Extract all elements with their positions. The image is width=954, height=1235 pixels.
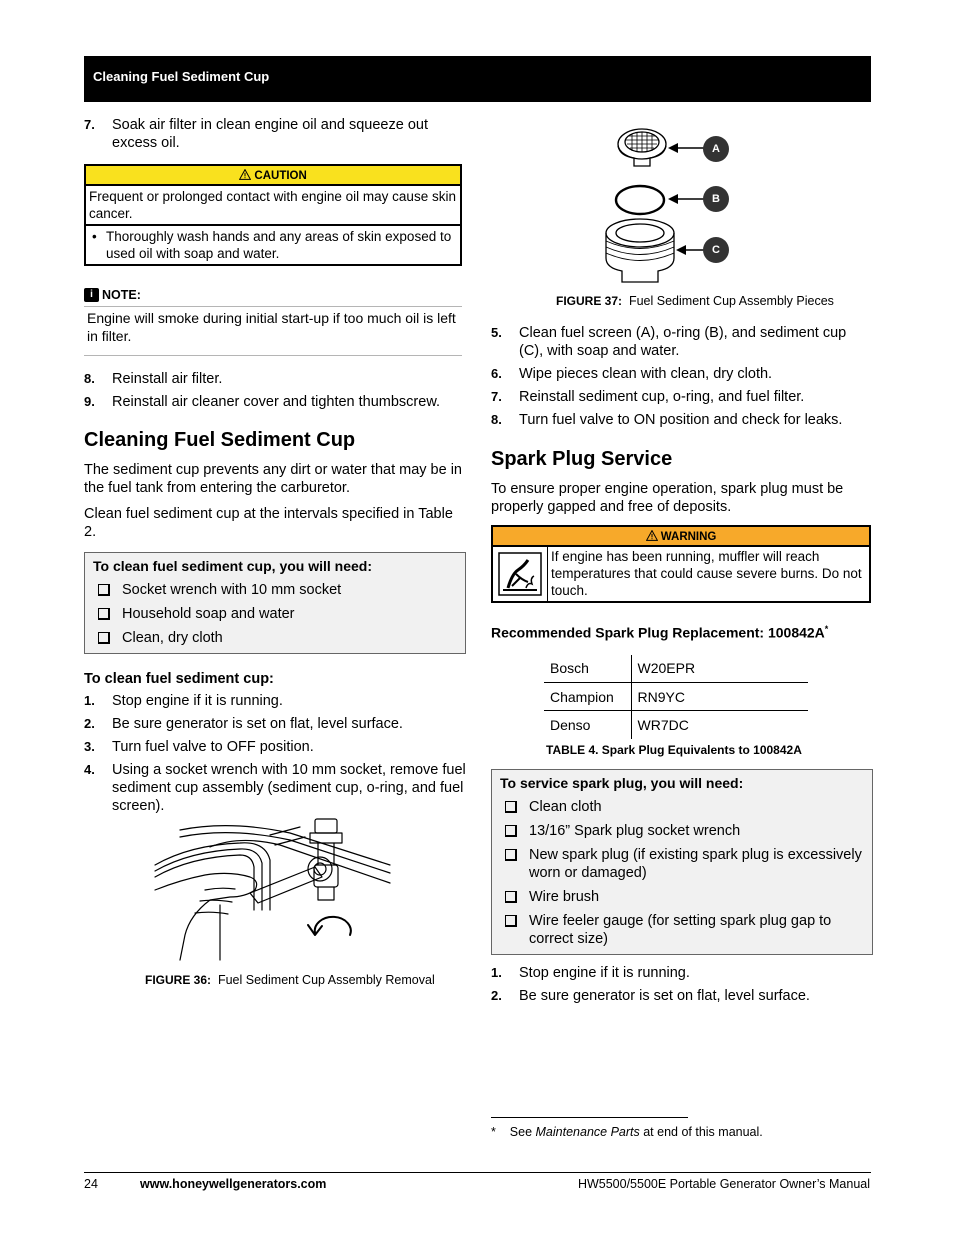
- recommended-plug: [491, 620, 873, 642]
- step-number: 2.: [84, 716, 95, 731]
- warning-body: [493, 547, 869, 601]
- footnote-mark: *: [491, 1125, 496, 1139]
- warning-box: [491, 525, 871, 603]
- step-text: Be sure generator is set on flat, level surface.: [112, 716, 403, 732]
- step-number: 7.: [84, 117, 95, 132]
- step-2: [84, 715, 466, 733]
- step-number: 5.: [491, 325, 502, 340]
- sediment-para-2: Clean fuel sediment cup at the intervals specified in Table 2.: [84, 506, 453, 540]
- callout-c: [703, 237, 729, 263]
- info-book-icon: i: [84, 288, 99, 302]
- checklist-item: 13/16” Spark plug socket wrench: [500, 822, 864, 840]
- caution-header: [86, 166, 460, 186]
- sediment-para-1: The sediment cup prevents any dirt or water that may be in the fuel tank from entering the carburetor.: [84, 462, 462, 496]
- table-row: [544, 711, 808, 739]
- checklist-item: Wire feeler gauge (for setting spark plug gap to correct size): [500, 912, 864, 948]
- needs-box-title: To clean fuel sediment cup, you will need:: [93, 558, 373, 574]
- footnote-italic: Maintenance Parts: [535, 1125, 640, 1139]
- checklist-item: New spark plug (if existing spark plug is excessively worn or damaged): [500, 846, 864, 882]
- needs-box-title: To service spark plug, you will need:: [500, 774, 744, 791]
- recommended-label: Recommended Spark Plug Replacement: 100842A: [491, 624, 825, 641]
- procedure-title: To clean fuel sediment cup:: [84, 671, 274, 687]
- callout-label: C: [712, 244, 720, 256]
- step-number: 1.: [491, 964, 502, 980]
- step-text: Stop engine if it is running.: [112, 693, 283, 709]
- figure-label: FIGURE 36:: [145, 973, 212, 987]
- figure-37-caption: [556, 292, 873, 310]
- step-text: Be sure generator is set on flat, level surface.: [519, 987, 810, 1004]
- spark-plug-para: To ensure proper engine operation, spark plug must be properly gapped and free of deposits.: [491, 481, 844, 515]
- hot-surface-icon-cell: [493, 547, 548, 601]
- step-6: [491, 365, 873, 383]
- needs-box-spark-plug: [491, 769, 873, 955]
- step-5: [491, 324, 873, 360]
- step-text: Reinstall air filter.: [112, 371, 223, 387]
- figure-caption-text: Fuel Sediment Cup Assembly Removal: [217, 973, 435, 987]
- note-box: [84, 286, 462, 356]
- step-7: [84, 116, 466, 152]
- section-title-spark-plug: Spark Plug Service: [491, 448, 673, 470]
- table-cell-part: RN9YC: [631, 683, 808, 711]
- hot-surface-icon: [498, 552, 542, 596]
- footnote: [491, 1123, 763, 1141]
- step-number: 9.: [84, 394, 95, 409]
- figure-caption-text: Fuel Sediment Cup Assembly Pieces: [628, 294, 834, 308]
- left-column: [84, 116, 466, 820]
- table-row: [544, 655, 808, 683]
- step-7-right: [491, 388, 873, 406]
- checklist-item: Household soap and water: [93, 605, 457, 623]
- right-column: [491, 292, 873, 1010]
- footnote-pre: See: [509, 1125, 533, 1139]
- table-caption: TABLE 4. Spark Plug Equivalents to 100842A: [546, 742, 802, 757]
- note-label: NOTE:: [102, 288, 141, 302]
- callout-label: B: [712, 193, 720, 205]
- footnote-post: at end of this manual.: [643, 1125, 763, 1139]
- header-title: Cleaning Fuel Sediment Cup: [93, 69, 270, 84]
- page-number: 24: [84, 1177, 98, 1191]
- header-bar: [84, 56, 871, 102]
- figure-label: FIGURE 37:: [556, 294, 623, 308]
- footer-rule: [84, 1172, 871, 1173]
- step-number: 2.: [491, 987, 502, 1003]
- step-number: 1.: [84, 693, 95, 708]
- step-text: Soak air filter in clean engine oil and squeeze out excess oil.: [112, 117, 428, 151]
- step-number: 6.: [491, 366, 502, 381]
- table-cell-part: W20EPR: [637, 660, 696, 677]
- footnote-rule: [491, 1117, 688, 1118]
- caution-label: CAUTION: [254, 170, 307, 182]
- spark-plug-table: [544, 655, 808, 739]
- step-text: Stop engine if it is running.: [519, 964, 690, 981]
- step-text: Reinstall air cleaner cover and tighten thumbscrew.: [112, 394, 441, 410]
- checklist-item: Socket wrench with 10 mm socket: [93, 581, 457, 599]
- callout-a: [703, 136, 729, 162]
- warning-text: If engine has been running, muffler will reach temperatures that could cause severe burns. Do not touch.: [551, 549, 862, 598]
- step-text: Wipe pieces clean with clean, dry cloth.: [519, 366, 773, 382]
- section-title-sediment-cup: Cleaning Fuel Sediment Cup: [84, 429, 356, 451]
- step-text: Using a socket wrench with 10 mm socket, remove fuel sediment cup assembly (sediment cup, o-ring, and fuel screen).: [112, 762, 466, 814]
- warning-header: [493, 527, 869, 547]
- step-8: [84, 370, 466, 388]
- step-number: 3.: [84, 739, 95, 754]
- step-number: 8.: [491, 412, 502, 427]
- caution-bullet-row: [86, 224, 460, 264]
- table-cell-brand: Champion: [544, 683, 631, 711]
- caution-bullet: • Thoroughly wash hands and any areas of skin exposed to used oil with soap and water.: [89, 228, 457, 262]
- callout-label: A: [712, 143, 720, 155]
- step-9: [84, 393, 466, 411]
- figure-36-caption: [145, 971, 435, 989]
- caution-box: [84, 164, 462, 266]
- footer-manual-title: HW5500/5500E Portable Generator Owner’s Manual: [577, 1177, 870, 1191]
- footnote-mark: *: [824, 624, 829, 634]
- callout-b: [703, 186, 729, 212]
- needs-box-sediment: [84, 552, 466, 654]
- table-cell-part: WR7DC: [631, 711, 808, 739]
- step-text: Clean fuel screen (A), o-ring (B), and sediment cup (C), with soap and water.: [519, 325, 847, 359]
- caution-text: Frequent or prolonged contact with engine oil may cause skin cancer.: [89, 189, 456, 221]
- checklist-item: Wire brush: [500, 888, 864, 906]
- table-row: [544, 683, 808, 711]
- step-1: [84, 692, 466, 710]
- step-text: Turn fuel valve to ON position and check for leaks.: [519, 412, 843, 428]
- table-cell-brand: Bosch: [544, 655, 631, 683]
- step-number: 4.: [84, 762, 95, 777]
- note-text: Engine will smoke during initial start-up if too much oil is left in filter.: [84, 307, 462, 356]
- step-1-right: [491, 964, 873, 982]
- figure-36-illustration: [150, 805, 400, 965]
- table-cell-brand: Denso: [544, 711, 631, 739]
- step-text: Turn fuel valve to OFF position.: [112, 739, 314, 755]
- step-number: 8.: [84, 371, 95, 386]
- step-8-right: [491, 411, 873, 429]
- step-2-right: [491, 987, 873, 1005]
- checklist-item: Clean, dry cloth: [93, 629, 457, 647]
- checklist-item: Clean cloth: [500, 798, 864, 816]
- warning-label: WARNING: [660, 531, 717, 543]
- step-3: [84, 738, 466, 756]
- step-text: Reinstall sediment cup, o-ring, and fuel filter.: [519, 389, 805, 405]
- note-header: [84, 286, 462, 307]
- warning-triangle-icon: [646, 530, 658, 541]
- step-number: 7.: [491, 389, 502, 404]
- footer-website: www.honeywellgenerators.com: [140, 1177, 327, 1191]
- warning-triangle-icon: [239, 169, 251, 180]
